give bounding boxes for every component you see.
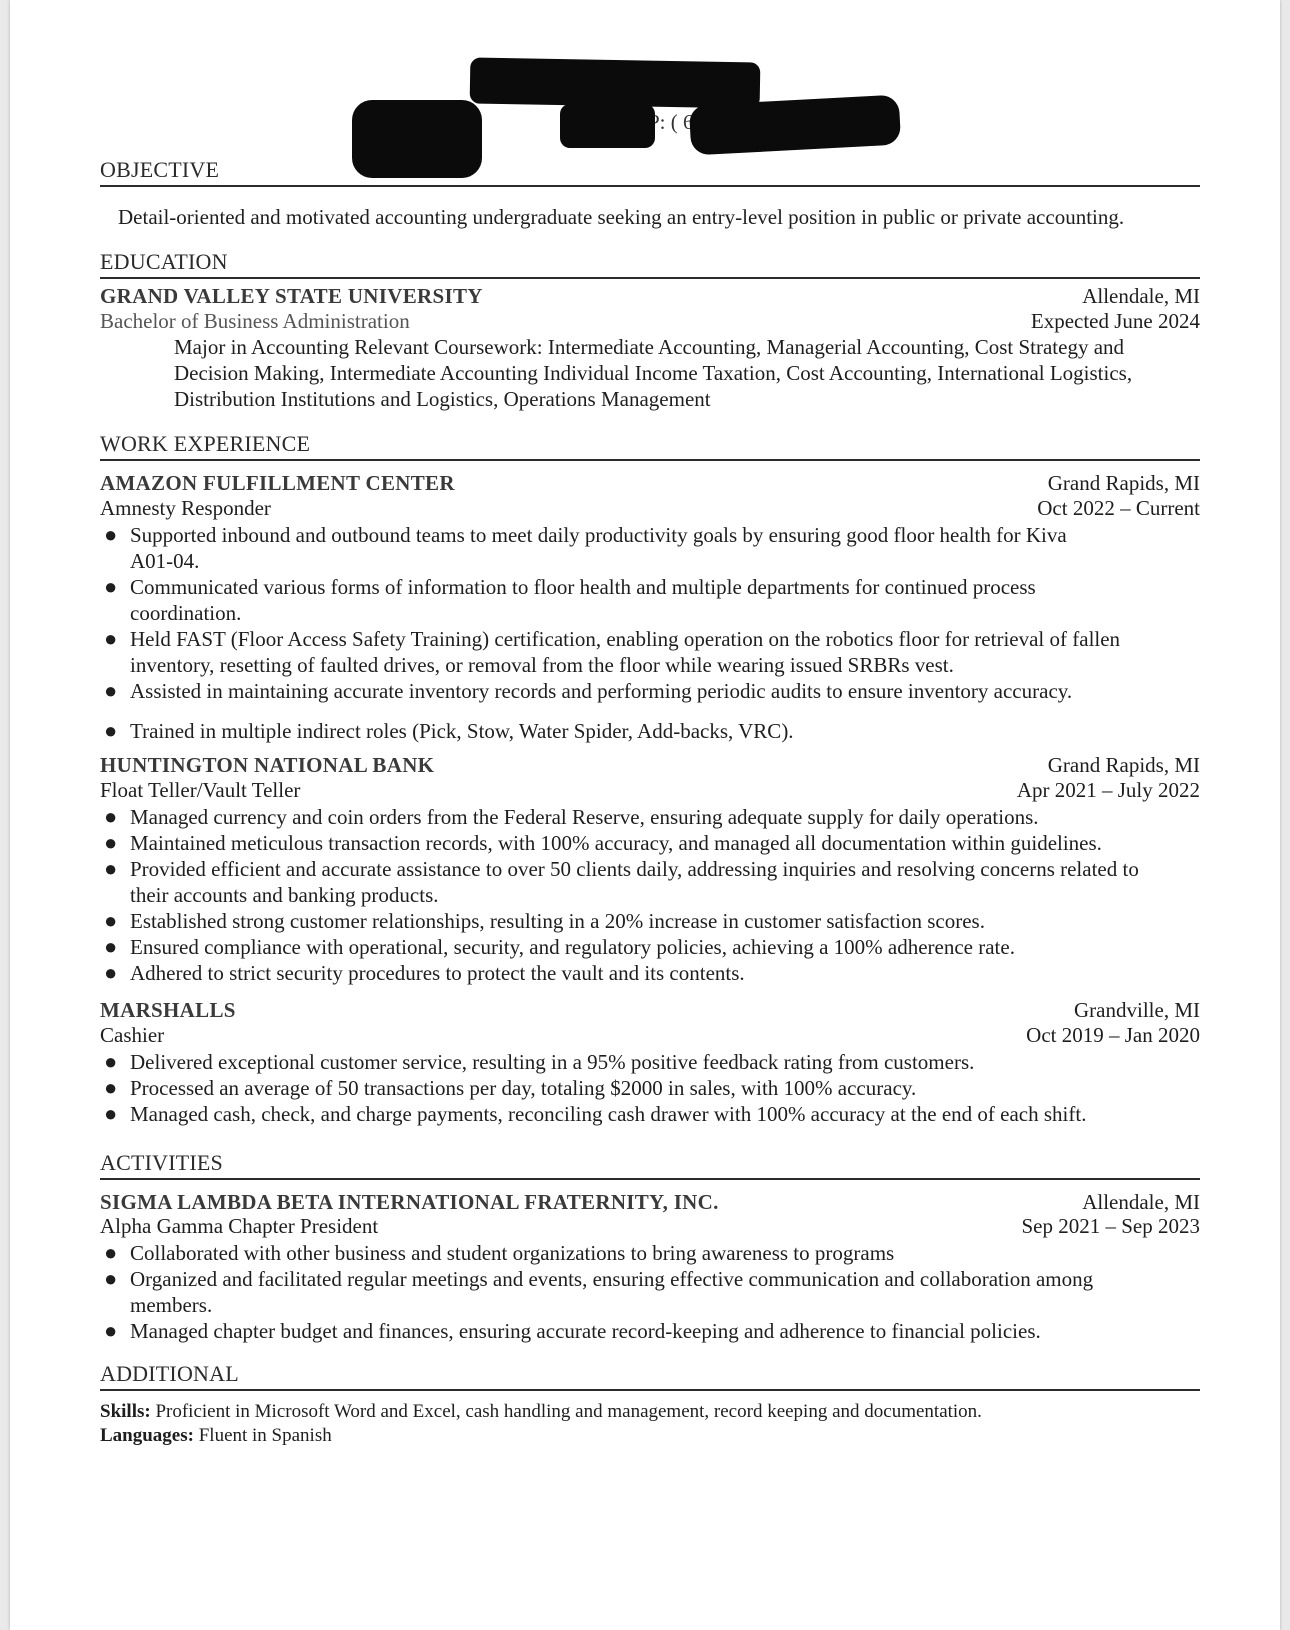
list-item: ● Provided efficient and accurate assistance to over 50 clients daily, addressing inquiries and resolving concerns related to their accounts and banking products. (104, 856, 1139, 907)
list-item: ● Trained in multiple indirect roles (Pick, Stow, Water Spider, Add-backs, VRC). (104, 718, 794, 743)
coursework-line: Major in Accounting Relevant Coursework: Intermediate Accounting, Managerial Accounting, Cost Strategy and (174, 335, 1125, 359)
graduation-date: Expected June 2024 (1030, 309, 1200, 333)
job-role-row (100, 1023, 1200, 1048)
redaction-mark (470, 57, 761, 108)
activity-location: Allendale, MI (1082, 1190, 1200, 1214)
list-item: ● Managed currency and coin orders from the Federal Reserve, ensuring adequate supply for daily operations. (104, 804, 1039, 829)
coursework-line: Decision Making, Intermediate Accounting Individual Income Taxation, Cost Accounting, International Logistics, (174, 361, 1133, 385)
job-date: Apr 2021 – July 2022 (1016, 778, 1200, 802)
job-bullets (100, 804, 1200, 986)
work-heading: WORK EXPERIENCE (100, 431, 1200, 461)
education-heading: EDUCATION (100, 249, 1200, 279)
bullet-icon: ● (104, 574, 118, 599)
objective-text: Detail-oriented and motivated accounting undergraduate seeking an entry-level position in public or private accounting. (118, 205, 1125, 229)
bullet-icon: ● (104, 830, 118, 855)
job-date: Oct 2019 – Jan 2020 (1026, 1023, 1200, 1047)
job-location: Grand Rapids, MI (1047, 471, 1200, 495)
list-item: ● Processed an average of 50 transactions per day, totaling $2000 in sales, with 100% accuracy. (104, 1075, 917, 1100)
job-role: Cashier (100, 1023, 165, 1047)
coursework (174, 334, 1132, 412)
resume-page (10, 0, 1280, 1630)
additional-details (100, 1400, 982, 1448)
job-role-row (100, 496, 1200, 521)
activity-role: Alpha Gamma Chapter President (100, 1214, 379, 1238)
activity-org-row (100, 1190, 1200, 1215)
list-item: ● Assisted in maintaining accurate inventory records and performing periodic audits to ensure inventory accuracy. (104, 678, 1073, 703)
bullet-icon: ● (104, 804, 118, 829)
bullet-icon: ● (104, 960, 118, 985)
job-role: Amnesty Responder (100, 496, 271, 520)
list-item: ● Delivered exceptional customer service, resulting in a 95% positive feedback rating from customers. (104, 1049, 975, 1074)
school-location: Allendale, MI (1082, 284, 1200, 308)
school-name: GRAND VALLEY STATE UNIVERSITY (100, 284, 483, 308)
bullet-icon: ● (104, 1266, 118, 1291)
list-item: ● Organized and facilitated regular meetings and events, ensuring effective communication and collaboration among members. (104, 1266, 1094, 1317)
skills-label: Skills: (100, 1401, 151, 1422)
list-item: ● Managed cash, check, and charge payments, reconciling cash drawer with 100% accuracy at the end of each shift. (104, 1101, 1087, 1126)
bullet-icon: ● (104, 718, 118, 743)
languages-line (100, 1424, 982, 1448)
bullet-icon: ● (104, 856, 118, 881)
bullet-icon: ● (104, 908, 118, 933)
job-role: Float Teller/Vault Teller (100, 778, 301, 802)
bullet-icon: ● (104, 1318, 118, 1343)
job-org-row (100, 753, 1200, 778)
activity-date: Sep 2021 – Sep 2023 (1021, 1214, 1200, 1238)
objective-heading: OBJECTIVE (100, 157, 1200, 187)
bullet-icon: ● (104, 1240, 118, 1265)
list-item: ● Adhered to strict security procedures to protect the vault and its contents. (104, 960, 745, 985)
contact-line: P: ( 6 (647, 110, 694, 134)
languages-label: Languages: (100, 1425, 194, 1446)
activities-heading: ACTIVITIES (100, 1150, 1200, 1180)
list-item: ● Established strong customer relationships, resulting in a 20% increase in customer satisfaction scores. (104, 908, 985, 933)
job-date: Oct 2022 – Current (1037, 496, 1200, 520)
skills-value: Proficient in Microsoft Word and Excel, cash handling and management, record keeping and documentation. (150, 1401, 982, 1422)
list-item: ● Communicated various forms of information to floor health and multiple departments for continued process coordination. (104, 574, 1036, 625)
job-bullets (100, 1049, 1200, 1127)
job-org: HUNTINGTON NATIONAL BANK (100, 753, 435, 777)
bullet-icon: ● (104, 1049, 118, 1074)
education-degree-row (100, 309, 1200, 334)
list-item: ● Held FAST (Floor Access Safety Training) certification, enabling operation on the robotics floor for retrieval of fallen inventory, resetting of faulted drives, or removal from the floor while wearing issued SRBRs vest. (104, 626, 1121, 677)
skills-line (100, 1400, 982, 1424)
job-org: AMAZON FULFILLMENT CENTER (100, 471, 455, 495)
degree: Bachelor of Business Administration (100, 309, 410, 333)
activity-org: SIGMA LAMBDA BETA INTERNATIONAL FRATERNITY, INC. (100, 1190, 719, 1214)
job-org: MARSHALLS (100, 998, 236, 1022)
bullet-icon: ● (104, 678, 118, 703)
job-org-row (100, 998, 1200, 1023)
list-item: ● Maintained meticulous transaction records, with 100% accuracy, and managed all documentation within guidelines. (104, 830, 1102, 855)
job-location: Grand Rapids, MI (1047, 753, 1200, 777)
redaction-mark (689, 95, 901, 156)
list-item: ● Ensured compliance with operational, security, and regulatory policies, achieving a 100% adherence rate. (104, 934, 1015, 959)
list-item: ● Supported inbound and outbound teams to meet daily productivity goals by ensuring good floor health for Kiva A01-04. (104, 522, 1067, 573)
job-role-row (100, 778, 1200, 803)
languages-value: Fluent in Spanish (193, 1425, 332, 1446)
activity-bullets (100, 1240, 1200, 1344)
bullet-icon: ● (104, 1101, 118, 1126)
list-item: ● Managed chapter budget and finances, ensuring accurate record-keeping and adherence to financial policies. (104, 1318, 1041, 1343)
redaction-mark (560, 104, 655, 148)
bullet-icon: ● (104, 626, 118, 651)
additional-heading: ADDITIONAL (100, 1361, 1200, 1391)
bullet-icon: ● (104, 522, 118, 547)
job-location: Grandville, MI (1074, 998, 1200, 1022)
coursework-line: Distribution Institutions and Logistics, Operations Management (174, 387, 711, 411)
bullet-icon: ● (104, 1075, 118, 1100)
job-org-row (100, 471, 1200, 496)
activity-role-row (100, 1214, 1200, 1239)
job-bullets (100, 522, 1200, 744)
bullet-icon: ● (104, 934, 118, 959)
education-org-row (100, 284, 1200, 309)
list-item: ● Collaborated with other business and student organizations to bring awareness to programs (104, 1240, 895, 1265)
